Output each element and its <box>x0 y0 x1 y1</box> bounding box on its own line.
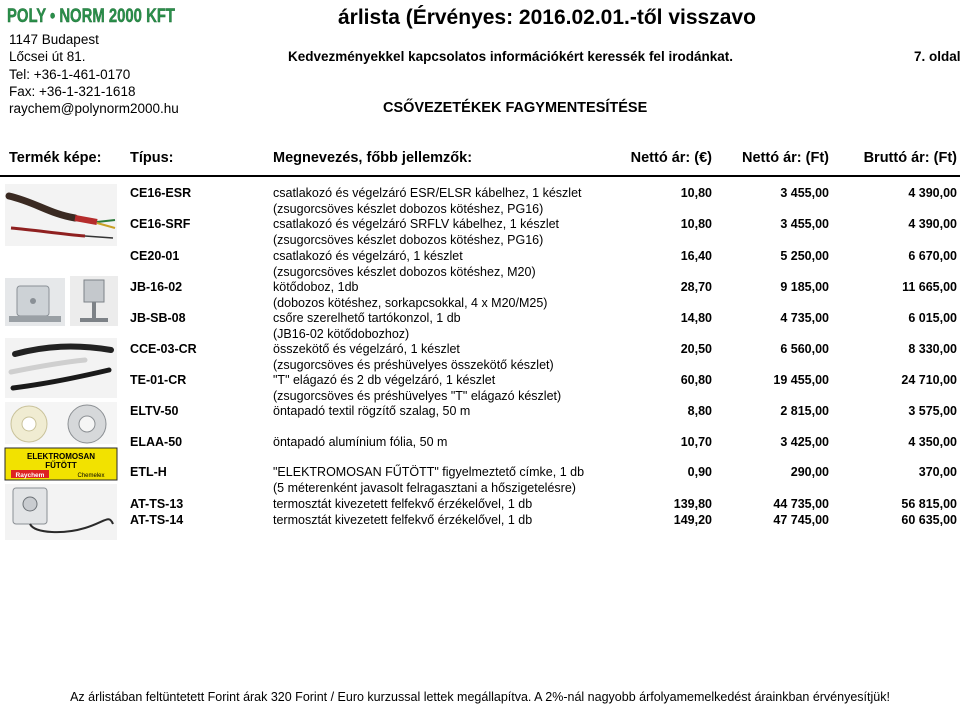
gross-price-ft: 11 665,00 <box>902 280 957 294</box>
address-street: Lőcsei út 81. <box>9 49 86 64</box>
net-price-ft: 44 735,00 <box>773 497 829 511</box>
net-price-eur: 14,80 <box>680 311 712 325</box>
net-price-ft: 6 560,00 <box>780 342 829 356</box>
net-price-eur: 10,70 <box>680 435 712 449</box>
net-price-eur: 10,80 <box>680 186 712 200</box>
product-code: CE16-ESR <box>130 186 192 200</box>
gross-price-ft: 6 015,00 <box>908 311 957 325</box>
pricelist-title: árlista (Érvényes: 2016.02.01.-től visszavo <box>338 6 756 29</box>
product-description: termosztát kivezetett felfekvő érzékelővel, 1 db <box>273 513 533 527</box>
gross-price-ft: 4 350,00 <box>908 435 957 449</box>
exchange-rate-note: Az árlistában feltüntetett Forint árak 320 Forint / Euro kurzussal lettek megállapítva. A 2%-nál nagyobb árfolyamemelkedést árainkban érvényesítjük! <box>70 690 890 704</box>
discount-info: Kedvezményekkel kapcsolatos információkért keressék fel irodánkat. <box>288 49 733 64</box>
net-price-eur: 16,40 <box>680 249 712 263</box>
fax: Fax: +36-1-321-1618 <box>9 84 136 99</box>
product-code: ELAA-50 <box>130 435 183 449</box>
gross-price-ft: 3 575,00 <box>908 404 957 418</box>
net-price-eur: 20,50 <box>680 342 712 356</box>
label-line2-text: FŰTÖTT <box>45 461 77 470</box>
net-price-ft: 3 455,00 <box>780 186 829 200</box>
product-code: CE16-SRF <box>130 217 191 231</box>
logo-text: POLY • NORM 2000 KFT <box>7 6 176 27</box>
product-description: csatlakozó és végelzáró, 1 készlet <box>273 249 463 263</box>
net-price-eur: 149,20 <box>673 513 712 527</box>
product-description: csatlakozó és végelzáró ESR/ELSR kábelhez, 1 készlet <box>273 186 582 200</box>
net-price-eur: 139,80 <box>673 497 712 511</box>
product-description-detail: (zsugorcsöves és préshüvelyes összekötő készlet) <box>273 358 554 372</box>
label-line1-text: ELEKTROMOSAN <box>27 452 95 461</box>
net-price-eur: 8,80 <box>687 404 712 418</box>
net-price-ft: 19 455,00 <box>773 373 829 387</box>
product-description: kötődoboz, 1db <box>273 280 359 294</box>
net-price-eur: 0,90 <box>687 465 712 479</box>
product-code: JB-SB-08 <box>130 311 186 325</box>
product-code: CE20-01 <box>130 249 180 263</box>
product-description: "T" elágazó és 2 db végelzáró, 1 készlet <box>273 373 496 387</box>
product-code: TE-01-CR <box>130 373 187 387</box>
gross-price-ft: 370,00 <box>918 465 957 479</box>
net-price-ft: 47 745,00 <box>773 513 829 527</box>
product-description: öntapadó alumínium fólia, 50 m <box>273 435 448 449</box>
company-logo <box>6 3 178 27</box>
net-price-eur: 10,80 <box>680 217 712 231</box>
junction-box-image <box>5 278 65 326</box>
product-code: ELTV-50 <box>130 404 179 418</box>
net-price-ft: 3 425,00 <box>780 435 829 449</box>
product-code: AT-TS-13 <box>130 497 184 511</box>
col-net-ft: Nettó ár: (Ft) <box>742 150 829 166</box>
gross-price-ft: 60 635,00 <box>901 513 957 527</box>
product-description-detail: (zsugorcsöves készlet dobozos kötéshez, PG16) <box>273 233 544 247</box>
bracket-image <box>70 276 118 326</box>
gross-price-ft: 4 390,00 <box>908 186 957 200</box>
product-code: AT-TS-14 <box>130 513 184 527</box>
product-description-detail: (JB16-02 kötődobozhoz) <box>273 327 410 341</box>
product-description-detail: (dobozos kötéshez, sorkapcsokkal, 4 x M20/M25) <box>273 296 548 310</box>
cable-kit-image <box>5 184 117 246</box>
col-gross-ft: Bruttó ár: (Ft) <box>863 150 957 166</box>
product-description-detail: (zsugorcsöves készlet dobozos kötéshez, PG16) <box>273 202 544 216</box>
product-code: ETL-H <box>130 465 167 479</box>
gross-price-ft: 56 815,00 <box>901 497 957 511</box>
product-description-detail: (5 méterenként javasolt felragasztani a hőszigetelésre) <box>273 481 576 495</box>
product-description: öntapadó textil rögzítő szalag, 50 m <box>273 404 471 418</box>
gross-price-ft: 24 710,00 <box>901 373 957 387</box>
address-city: 1147 Budapest <box>9 32 99 47</box>
header-divider <box>0 175 960 177</box>
warning-label-image <box>5 448 117 480</box>
col-name: Megnevezés, főbb jellemzők: <box>273 150 473 166</box>
net-price-eur: 60,80 <box>680 373 712 387</box>
product-description: termosztát kivezetett felfekvő érzékelővel, 1 db <box>273 497 533 511</box>
product-description: összekötő és végelzáró, 1 készlet <box>273 342 460 356</box>
product-description: csatlakozó és végelzáró SRFLV kábelhez, 1 készlet <box>273 217 560 231</box>
label-brand2-text: Chemelex <box>77 473 105 479</box>
gross-price-ft: 8 330,00 <box>908 342 957 356</box>
net-price-eur: 28,70 <box>680 280 712 294</box>
product-code: JB-16-02 <box>130 280 183 294</box>
gross-price-ft: 4 390,00 <box>908 217 957 231</box>
col-net-eur: Nettó ár: (€) <box>630 150 712 166</box>
net-price-ft: 290,00 <box>790 465 829 479</box>
product-description-detail: (zsugorcsöves készlet dobozos kötéshez, M20) <box>273 265 536 279</box>
net-price-ft: 3 455,00 <box>780 217 829 231</box>
phone: Tel: +36-1-461-0170 <box>9 67 131 82</box>
thermostat-image <box>5 484 117 540</box>
product-description-detail: (zsugorcsöves és préshüvelyes "T" elágazó készlet) <box>273 389 562 403</box>
col-type: Típus: <box>130 150 174 166</box>
product-description: csőre szerelhető tartókonzol, 1 db <box>273 311 461 325</box>
net-price-ft: 9 185,00 <box>780 280 829 294</box>
product-description: "ELEKTROMOSAN FŰTÖTT" figyelmeztető címke, 1 db <box>273 465 585 479</box>
product-code: CCE-03-CR <box>130 342 197 356</box>
net-price-ft: 4 735,00 <box>780 311 829 325</box>
gross-price-ft: 6 670,00 <box>908 249 957 263</box>
net-price-ft: 2 815,00 <box>780 404 829 418</box>
label-brand-text: Raychem <box>15 472 45 479</box>
net-price-ft: 5 250,00 <box>780 249 829 263</box>
tape-rolls-image <box>5 402 117 444</box>
email: raychem@polynorm2000.hu <box>9 101 179 116</box>
page-number: 7. oldal <box>914 49 961 64</box>
connection-kit-image <box>5 338 117 398</box>
section-title: CSŐVEZETÉKEK FAGYMENTESÍTÉSE <box>383 100 648 116</box>
col-image: Termék képe: <box>9 150 102 166</box>
